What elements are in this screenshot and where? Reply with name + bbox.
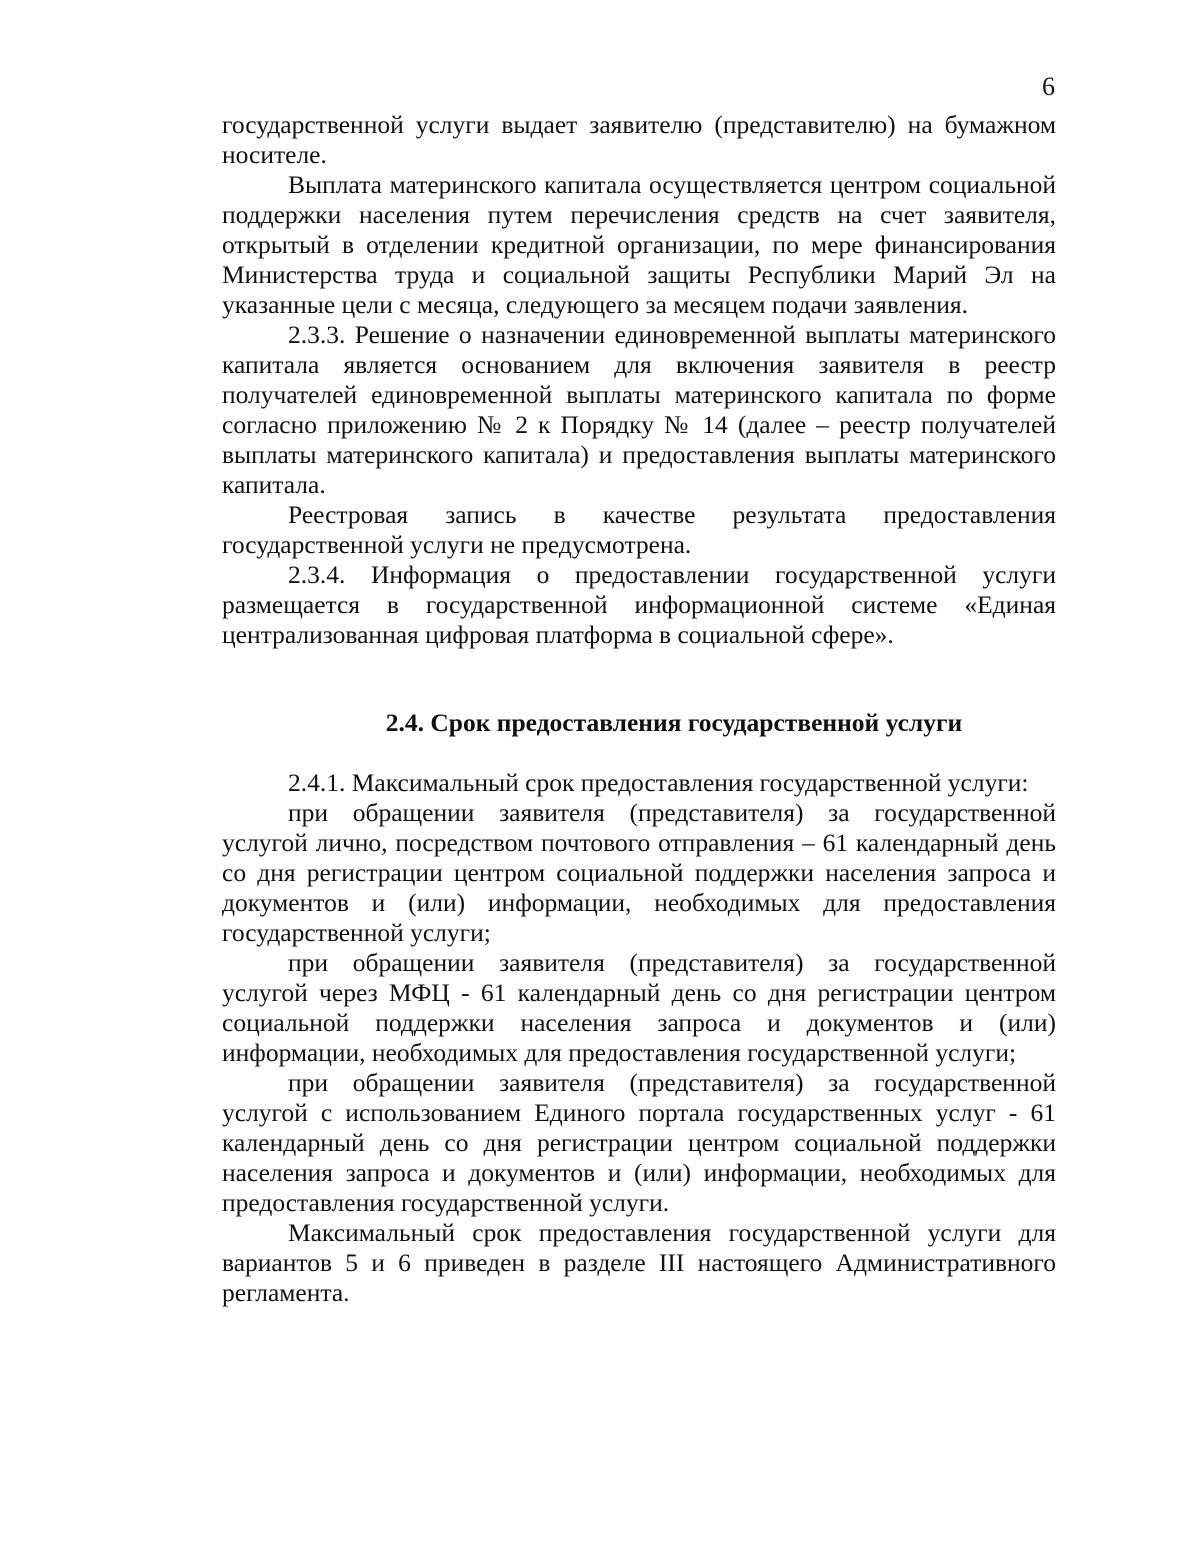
paragraph-continuation: государственной услуги выдает заявителю (представителю) на бумажном носителе. — [222, 110, 1056, 169]
paragraph-2-4-1: 2.4.1. Максимальный срок предоставления государственной услуги: — [288, 768, 1029, 797]
document-body — [222, 110, 1056, 1308]
section-heading-2-4: 2.4. Срок предоставления государственной услуги — [385, 708, 963, 737]
paragraph-in-person: при обращении заявителя (представителя) за государственной услугой лично, посредством почтового отправления – 61 календарный день со дня регистрации центром социальной поддержки населения запроса и документов и (или) информации, необходимых для предоставления государственной услуги; — [222, 798, 1056, 947]
paragraph-2-3-3: 2.3.3. Решение о назначении единовременной выплаты материнского капитала является основанием для включения заявителя в реестр получателей единовременной выплаты материнского капитала по форме согласно приложению № 2 к Порядку № 14 (далее – реестр получателей выплаты материнского капитала) и предоставления выплаты материнского капитала. — [222, 320, 1056, 499]
page-number: 6 — [1042, 72, 1055, 101]
paragraph-2-3-4: 2.3.4. Информация о предоставлении государственной услуги размещается в государственной информационной системе «Единая централизованная цифровая платформа в социальной сфере». — [222, 560, 1056, 649]
paragraph-mfc: при обращении заявителя (представителя) за государственной услугой через МФЦ - 61 календарный день со дня регистрации центром социальной поддержки населения запроса и документов и (или) информации, необходимых для предоставления государственной услуги; — [222, 948, 1056, 1067]
paragraph-registry-entry: Реестровая запись в качестве результата предоставления государственной услуги не предусмотрена. — [222, 500, 1056, 559]
paragraph-payment: Выплата материнского капитала осуществляется центром социальной поддержки населения путем перечисления средств на счет заявителя, открытый в отделении кредитной организации, по мере финансирования Министерства труда и социальной защиты Республики Марий Эл на указанные цели с месяца, следующего за месяцем подачи заявления. — [222, 170, 1056, 319]
paragraph-variants: Максимальный срок предоставления государственной услуги для вариантов 5 и 6 приведен в разделе III настоящего Административного регламента. — [222, 1218, 1056, 1307]
paragraph-epgu: при обращении заявителя (представителя) за государственной услугой с использованием Единого портала государственных услуг - 61 календарный день со дня регистрации центром социальной поддержки населения запроса и документов и (или) информации, необходимых для предоставления государственной услуги. — [222, 1068, 1056, 1217]
